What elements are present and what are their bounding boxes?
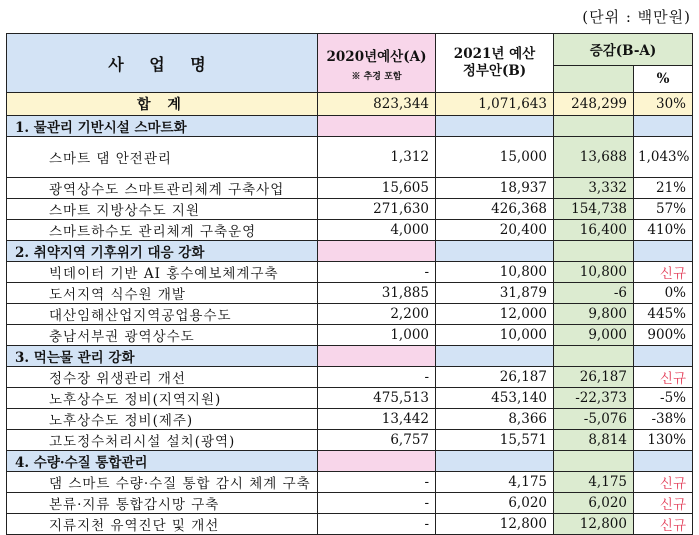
item-a: 475,513 xyxy=(318,388,436,409)
item-b: 12,000 xyxy=(436,304,554,325)
total-a: 823,344 xyxy=(318,93,436,116)
item-pct: 신규 xyxy=(634,262,693,283)
item-diff: 9,000 xyxy=(554,325,634,346)
item-a: - xyxy=(318,367,436,388)
header-2020-label: 2020년예산(A) xyxy=(326,48,427,65)
item-label: 노후상수도 정비(제주) xyxy=(7,409,318,430)
budget-table xyxy=(6,33,693,535)
item-diff: 9,800 xyxy=(554,304,634,325)
category-row xyxy=(7,116,693,137)
item-label: 광역상수도 스마트관리체계 구축사업 xyxy=(7,178,318,199)
item-pct: 신규 xyxy=(634,493,693,514)
item-diff: 26,187 xyxy=(554,367,634,388)
total-pct: 30% xyxy=(634,93,693,116)
item-diff: -22,373 xyxy=(554,388,634,409)
table-row xyxy=(7,388,693,409)
item-pct: 130% xyxy=(634,430,693,451)
total-diff: 248,299 xyxy=(554,93,634,116)
item-b: 453,140 xyxy=(436,388,554,409)
table-row xyxy=(7,283,693,304)
item-diff: 6,020 xyxy=(554,493,634,514)
item-a: - xyxy=(318,262,436,283)
unit-label: (단위 : 백만원) xyxy=(582,8,691,26)
category-title: 1. 물관리 기반시설 스마트화 xyxy=(7,116,318,137)
item-diff: 12,800 xyxy=(554,514,634,535)
item-label: 댐 스마트 수량·수질 통합 감시 체계 구축 xyxy=(7,472,318,493)
item-a: 13,442 xyxy=(318,409,436,430)
header-2020-note: ※ 추경 포함 xyxy=(351,71,402,82)
item-pct: 1,043% xyxy=(634,137,693,178)
item-b: 20,400 xyxy=(436,220,554,241)
item-b: 8,366 xyxy=(436,409,554,430)
total-b: 1,071,643 xyxy=(436,93,554,116)
table-row xyxy=(7,472,693,493)
total-label: 합 계 xyxy=(7,93,318,116)
category-row xyxy=(7,346,693,367)
table-row xyxy=(7,137,693,178)
item-label: 대산임해산업지역공업용수도 xyxy=(7,304,318,325)
item-label: 정수장 위생관리 개선 xyxy=(7,367,318,388)
item-b: 15,571 xyxy=(436,430,554,451)
item-b: 18,937 xyxy=(436,178,554,199)
item-a: 4,000 xyxy=(318,220,436,241)
category-row xyxy=(7,451,693,472)
item-pct: 21% xyxy=(634,178,693,199)
header-pct: % xyxy=(634,65,693,92)
table-row xyxy=(7,220,693,241)
item-label: 빅데이터 기반 AI 홍수예보체계구축 xyxy=(7,262,318,283)
header-row-top xyxy=(7,34,693,66)
item-b: 12,800 xyxy=(436,514,554,535)
header-name: 사 업 명 xyxy=(7,34,318,93)
item-pct: 410% xyxy=(634,220,693,241)
table-body xyxy=(7,93,693,535)
table-row xyxy=(7,430,693,451)
item-label: 지류지천 유역진단 및 개선 xyxy=(7,514,318,535)
item-diff: 10,800 xyxy=(554,262,634,283)
item-diff: 8,814 xyxy=(554,430,634,451)
item-b: 15,000 xyxy=(436,137,554,178)
item-a: - xyxy=(318,472,436,493)
table-row xyxy=(7,304,693,325)
item-pct: -5% xyxy=(634,388,693,409)
table-row xyxy=(7,514,693,535)
table-row xyxy=(7,178,693,199)
item-a: 31,885 xyxy=(318,283,436,304)
item-diff: 4,175 xyxy=(554,472,634,493)
header-2021 xyxy=(436,34,554,93)
category-title: 4. 수량·수질 통합관리 xyxy=(7,451,318,472)
item-label: 도서지역 식수원 개발 xyxy=(7,283,318,304)
item-label: 노후상수도 정비(지역지원) xyxy=(7,388,318,409)
item-pct: 신규 xyxy=(634,367,693,388)
item-pct: -38% xyxy=(634,409,693,430)
item-b: 4,175 xyxy=(436,472,554,493)
item-label: 고도정수처리시설 설치(광역) xyxy=(7,430,318,451)
item-label: 본류·지류 통합감시망 구축 xyxy=(7,493,318,514)
item-diff: 154,738 xyxy=(554,199,634,220)
item-diff: -6 xyxy=(554,283,634,304)
item-diff: 3,332 xyxy=(554,178,634,199)
item-pct: 신규 xyxy=(634,514,693,535)
item-pct: 900% xyxy=(634,325,693,346)
header-2021-line1: 2021년 예산 xyxy=(453,46,536,62)
item-b: 6,020 xyxy=(436,493,554,514)
table-row xyxy=(7,262,693,283)
item-b: 26,187 xyxy=(436,367,554,388)
header-diff: 증감(B-A) xyxy=(554,34,693,66)
item-a: 15,605 xyxy=(318,178,436,199)
table-row xyxy=(7,409,693,430)
item-pct: 0% xyxy=(634,283,693,304)
item-label: 충남서부권 광역상수도 xyxy=(7,325,318,346)
header-2020 xyxy=(318,34,436,93)
item-diff: 16,400 xyxy=(554,220,634,241)
item-a: 271,630 xyxy=(318,199,436,220)
item-a: 1,000 xyxy=(318,325,436,346)
item-b: 426,368 xyxy=(436,199,554,220)
item-a: - xyxy=(318,514,436,535)
item-label: 스마트 지방상수도 지원 xyxy=(7,199,318,220)
item-diff: -5,076 xyxy=(554,409,634,430)
item-pct: 57% xyxy=(634,199,693,220)
item-a: - xyxy=(318,493,436,514)
table-row xyxy=(7,325,693,346)
category-title: 2. 취약지역 기후위기 대응 강화 xyxy=(7,241,318,262)
item-a: 6,757 xyxy=(318,430,436,451)
category-row xyxy=(7,241,693,262)
item-pct: 445% xyxy=(634,304,693,325)
table-row xyxy=(7,493,693,514)
item-a: 1,312 xyxy=(318,137,436,178)
item-b: 10,800 xyxy=(436,262,554,283)
category-title: 3. 먹는물 관리 강화 xyxy=(7,346,318,367)
total-row xyxy=(7,93,693,116)
item-label: 스마트 댐 안전관리 xyxy=(7,137,318,178)
item-b: 31,879 xyxy=(436,283,554,304)
header-2021-line2: 정부안(B) xyxy=(462,63,527,79)
item-b: 10,000 xyxy=(436,325,554,346)
table-row xyxy=(7,199,693,220)
item-a: 2,200 xyxy=(318,304,436,325)
table-row xyxy=(7,367,693,388)
item-diff: 13,688 xyxy=(554,137,634,178)
item-label: 스마트하수도 관리체계 구축운영 xyxy=(7,220,318,241)
item-pct: 신규 xyxy=(634,472,693,493)
